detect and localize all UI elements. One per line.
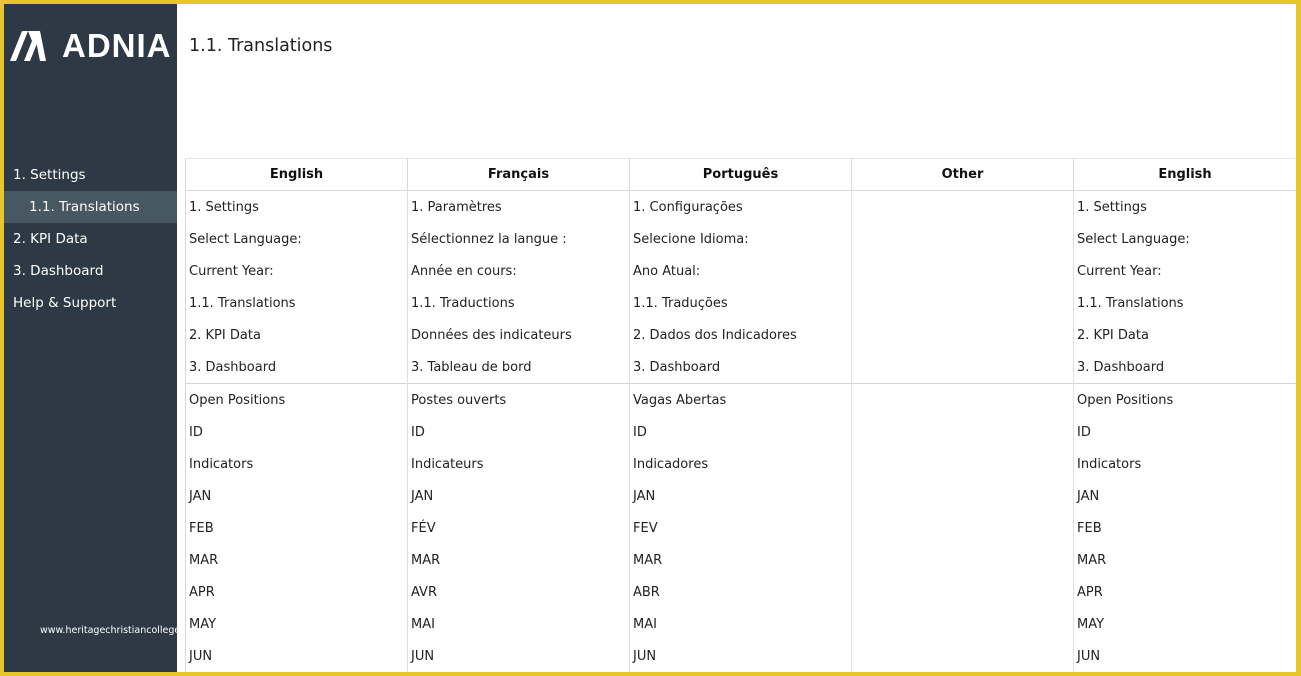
- table-cell[interactable]: APR: [1074, 576, 1297, 608]
- table-cell[interactable]: JUN: [1074, 640, 1297, 672]
- table-row: [186, 480, 1297, 512]
- table-row: [186, 191, 1297, 224]
- table-cell[interactable]: ID: [186, 416, 408, 448]
- table-cell[interactable]: 1.1. Traductions: [408, 287, 630, 319]
- brand-name: ADNIA: [62, 27, 172, 64]
- table-cell[interactable]: Indicators: [1074, 448, 1297, 480]
- table-cell[interactable]: MAR: [1074, 544, 1297, 576]
- table-row: [186, 640, 1297, 672]
- table-cell[interactable]: MAR: [186, 544, 408, 576]
- sidebar-item-help-support[interactable]: Help & Support: [13, 295, 117, 311]
- table-row: [186, 448, 1297, 480]
- table-cell[interactable]: MAR: [408, 544, 630, 576]
- column-header-other[interactable]: Other: [852, 159, 1074, 191]
- table-cell[interactable]: 1. Settings: [1074, 191, 1297, 224]
- table-cell[interactable]: [852, 384, 1074, 417]
- table-cell[interactable]: Indicators: [186, 448, 408, 480]
- table-row: [186, 608, 1297, 640]
- table-cell[interactable]: JAN: [630, 480, 852, 512]
- table-cell[interactable]: 2. Dados dos Indicadores: [630, 319, 852, 351]
- table-cell[interactable]: FEB: [186, 512, 408, 544]
- sidebar-nav: [4, 159, 177, 319]
- table-row: [186, 319, 1297, 351]
- sidebar: [4, 4, 181, 672]
- table-cell[interactable]: 2. KPI Data: [186, 319, 408, 351]
- table-cell[interactable]: Sélectionnez la langue :: [408, 223, 630, 255]
- table-cell[interactable]: 3. Dashboard: [186, 351, 408, 384]
- table-row: [186, 416, 1297, 448]
- table-cell[interactable]: MAR: [630, 544, 852, 576]
- column-header-portugues[interactable]: Português: [630, 159, 852, 191]
- table-cell[interactable]: JUN: [630, 640, 852, 672]
- table-row: [186, 512, 1297, 544]
- table-cell[interactable]: [852, 416, 1074, 448]
- table-cell[interactable]: 1.1. Translations: [186, 287, 408, 319]
- table-cell[interactable]: ID: [408, 416, 630, 448]
- table-cell[interactable]: Données des indicateurs: [408, 319, 630, 351]
- table-body: [186, 191, 1297, 673]
- table-cell[interactable]: ID: [1074, 416, 1297, 448]
- app-window: [4, 4, 1296, 672]
- table-cell[interactable]: Indicadores: [630, 448, 852, 480]
- table-cell[interactable]: MAI: [630, 608, 852, 640]
- table-cell[interactable]: [852, 223, 1074, 255]
- table-cell[interactable]: Indicateurs: [408, 448, 630, 480]
- table-row: [186, 384, 1297, 417]
- table-cell[interactable]: ABR: [630, 576, 852, 608]
- table-cell[interactable]: [852, 319, 1074, 351]
- table-row: [186, 255, 1297, 287]
- table-cell[interactable]: 1. Paramètres: [408, 191, 630, 224]
- table-cell[interactable]: 2. KPI Data: [1074, 319, 1297, 351]
- table-cell[interactable]: Année en cours:: [408, 255, 630, 287]
- page-title: 1.1. Translations: [189, 36, 333, 56]
- table-cell[interactable]: 1.1. Traduções: [630, 287, 852, 319]
- table-cell[interactable]: [852, 351, 1074, 384]
- table-cell[interactable]: Ano Atual:: [630, 255, 852, 287]
- table-cell[interactable]: [852, 608, 1074, 640]
- table-cell[interactable]: AVR: [408, 576, 630, 608]
- table-cell[interactable]: FEB: [1074, 512, 1297, 544]
- table-cell[interactable]: [852, 255, 1074, 287]
- table-cell[interactable]: Selecione Idioma:: [630, 223, 852, 255]
- table-cell[interactable]: Select Language:: [1074, 223, 1297, 255]
- table-cell[interactable]: [852, 640, 1074, 672]
- table-row: [186, 576, 1297, 608]
- table-row: [186, 544, 1297, 576]
- table-cell[interactable]: Vagas Abertas: [630, 384, 852, 417]
- table-cell[interactable]: [852, 576, 1074, 608]
- table-cell[interactable]: FEV: [630, 512, 852, 544]
- brand-logo: [8, 26, 172, 66]
- column-header-english[interactable]: English: [186, 159, 408, 191]
- table-cell[interactable]: Current Year:: [1074, 255, 1297, 287]
- table-row: [186, 287, 1297, 319]
- table-cell[interactable]: MAI: [408, 608, 630, 640]
- table-cell[interactable]: 3. Tableau de bord: [408, 351, 630, 384]
- table-row: [186, 351, 1297, 384]
- table-cell[interactable]: [852, 448, 1074, 480]
- adnia-logo-icon: [8, 29, 48, 63]
- table-cell[interactable]: FÉV: [408, 512, 630, 544]
- table-cell[interactable]: APR: [186, 576, 408, 608]
- table-cell[interactable]: [852, 544, 1074, 576]
- sidebar-item-kpi-data[interactable]: 2. KPI Data: [13, 231, 88, 247]
- translations-table: [185, 158, 1296, 672]
- table-cell[interactable]: Open Positions: [186, 384, 408, 417]
- table-row: [186, 223, 1297, 255]
- table-cell[interactable]: 1.1. Translations: [1074, 287, 1297, 319]
- table-cell[interactable]: Open Positions: [1074, 384, 1297, 417]
- table-cell[interactable]: [852, 191, 1074, 224]
- table-cell[interactable]: 1. Configurações: [630, 191, 852, 224]
- table-cell[interactable]: Select Language:: [186, 223, 408, 255]
- column-header-english-output[interactable]: English: [1074, 159, 1297, 191]
- watermark-text: www.heritagechristiancollege: [40, 625, 181, 636]
- table-cell[interactable]: JAN: [1074, 480, 1297, 512]
- table-cell[interactable]: [852, 287, 1074, 319]
- table-cell[interactable]: 3. Dashboard: [630, 351, 852, 384]
- translations-table-container: [185, 158, 1296, 672]
- table-cell[interactable]: JUN: [408, 640, 630, 672]
- table-cell[interactable]: Postes ouverts: [408, 384, 630, 417]
- table-cell[interactable]: Current Year:: [186, 255, 408, 287]
- table-cell[interactable]: [852, 512, 1074, 544]
- table-cell[interactable]: ID: [630, 416, 852, 448]
- table-cell[interactable]: 3. Dashboard: [1074, 351, 1297, 384]
- sidebar-item-dashboard[interactable]: 3. Dashboard: [13, 263, 104, 279]
- table-cell[interactable]: JAN: [408, 480, 630, 512]
- sidebar-item-settings[interactable]: 1. Settings: [13, 167, 86, 183]
- table-cell[interactable]: [852, 480, 1074, 512]
- table-cell[interactable]: 1. Settings: [186, 191, 408, 224]
- column-header-francais[interactable]: Français: [408, 159, 630, 191]
- table-cell[interactable]: JAN: [186, 480, 408, 512]
- sidebar-item-translations[interactable]: 1.1. Translations: [4, 191, 177, 223]
- table-cell[interactable]: MAY: [1074, 608, 1297, 640]
- table-cell[interactable]: JUN: [186, 640, 408, 672]
- table-header-row: [186, 159, 1297, 191]
- table-cell[interactable]: MAY: [186, 608, 408, 640]
